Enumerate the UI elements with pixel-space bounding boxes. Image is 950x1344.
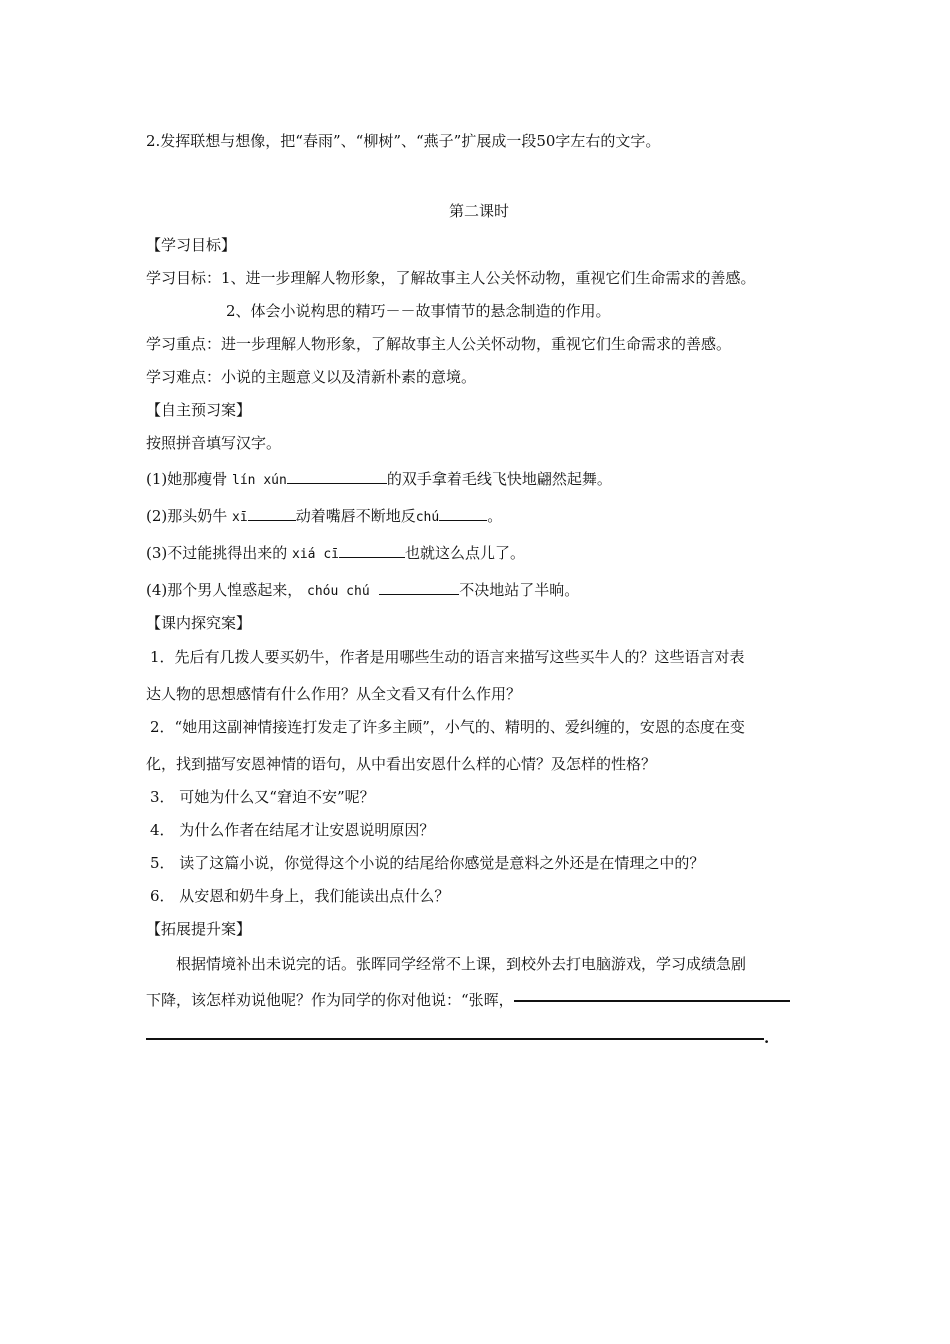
preview-item-1 xyxy=(146,468,612,488)
difficulty-point: 学习难点：小说的主题意义以及清新朴素的意境。 xyxy=(146,368,477,386)
item-2-blank-1[interactable] xyxy=(248,505,296,521)
objective-2: 2、体会小说构思的精巧－－故事情节的悬念制造的作用。 xyxy=(226,302,611,320)
preview-item-4 xyxy=(146,579,579,599)
item-2-before: (2)那头奶牛 xyxy=(146,507,228,525)
item-4-pinyin: chóu chú xyxy=(307,584,370,599)
answer-line-2[interactable] xyxy=(146,1038,764,1040)
question-5: 5． 读了这篇小说，你觉得这个小说的结尾给你感觉是意料之外还是在情理之中的？ xyxy=(150,854,705,872)
preview-item-3 xyxy=(146,542,525,562)
question-1-line-2: 达人物的思想感情有什么作用？从全文看又有什么作用？ xyxy=(146,685,522,703)
objectives-header: 【学习目标】 xyxy=(146,236,237,254)
top-exercise: 2.发挥联想与想像，把“春雨”、“柳树”、“燕子”扩展成一段50字左右的文字。 xyxy=(146,132,661,150)
extend-header: 【拓展提升案】 xyxy=(146,920,252,938)
item-2-middle: 动着嘴唇不断地反 xyxy=(295,507,416,525)
explore-header: 【课内探究案】 xyxy=(146,614,252,632)
item-1-pinyin: lín xún xyxy=(232,473,287,488)
preview-instruction: 按照拼音填写汉字。 xyxy=(146,434,282,452)
item-2-pinyin-2: chú xyxy=(415,510,440,525)
lesson-title: 第二课时 xyxy=(448,202,509,220)
key-point: 学习重点：进一步理解人物形象，了解故事主人公关怀动物，重视它们生命需求的善感。 xyxy=(146,335,732,353)
extend-line-3 xyxy=(146,1028,769,1048)
answer-end-mark: . xyxy=(764,1029,770,1047)
item-3-after: 也就这么点儿了。 xyxy=(405,544,526,562)
item-4-after: 不决地站了半晌。 xyxy=(459,581,580,599)
item-3-blank[interactable] xyxy=(339,542,405,558)
extend-line-2-text: 下降，该怎样劝说他呢？作为同学的你对他说：“张晖， xyxy=(146,991,514,1009)
extend-line-1: 根据情境补出未说完的话。张晖同学经常不上课，到校外去打电脑游戏，学习成绩急剧 xyxy=(176,955,747,973)
item-2-after: 。 xyxy=(487,507,503,525)
item-2-pinyin: xī xyxy=(232,510,248,525)
item-3-pinyin: xiá cī xyxy=(292,547,339,562)
item-4-before: (4)那个男人惶惑起来， xyxy=(146,581,303,599)
question-3: 3． 可她为什么又“窘迫不安”呢？ xyxy=(150,788,375,806)
item-2-blank-2[interactable] xyxy=(439,505,487,521)
preview-header: 【自主预习案】 xyxy=(146,401,252,419)
item-3-before: (3)不过能挑得出来的 xyxy=(146,544,288,562)
item-1-before: (1)她那瘦骨 xyxy=(146,470,228,488)
question-1-line-1: 1．先后有几拨人要买奶牛，作者是用哪些生动的语言来描写这些买牛人的？这些语言对表 xyxy=(150,648,745,666)
extend-line-2 xyxy=(146,990,790,1010)
item-1-after: 的双手拿着毛线飞快地翩然起舞。 xyxy=(386,470,612,488)
question-2-line-2: 化，找到描写安恩神情的语句，从中看出安恩什么样的心情？及怎样的性格？ xyxy=(146,755,657,773)
objective-1: 学习目标：1、进一步理解人物形象，了解故事主人公关怀动物，重视它们生命需求的善感。 xyxy=(146,269,756,287)
question-4: 4． 为什么作者在结尾才让安恩说明原因？ xyxy=(150,821,435,839)
item-1-blank[interactable] xyxy=(287,468,387,484)
answer-line-1[interactable] xyxy=(514,1000,790,1002)
question-6: 6． 从安恩和奶牛身上，我们能读出点什么？ xyxy=(150,887,450,905)
preview-item-2 xyxy=(146,505,502,525)
question-2-line-1: 2．“她用这副神情接连打发走了许多主顾”，小气的、精明的、爱纠缠的，安恩的态度在变 xyxy=(150,718,745,736)
item-4-blank[interactable] xyxy=(379,579,459,595)
